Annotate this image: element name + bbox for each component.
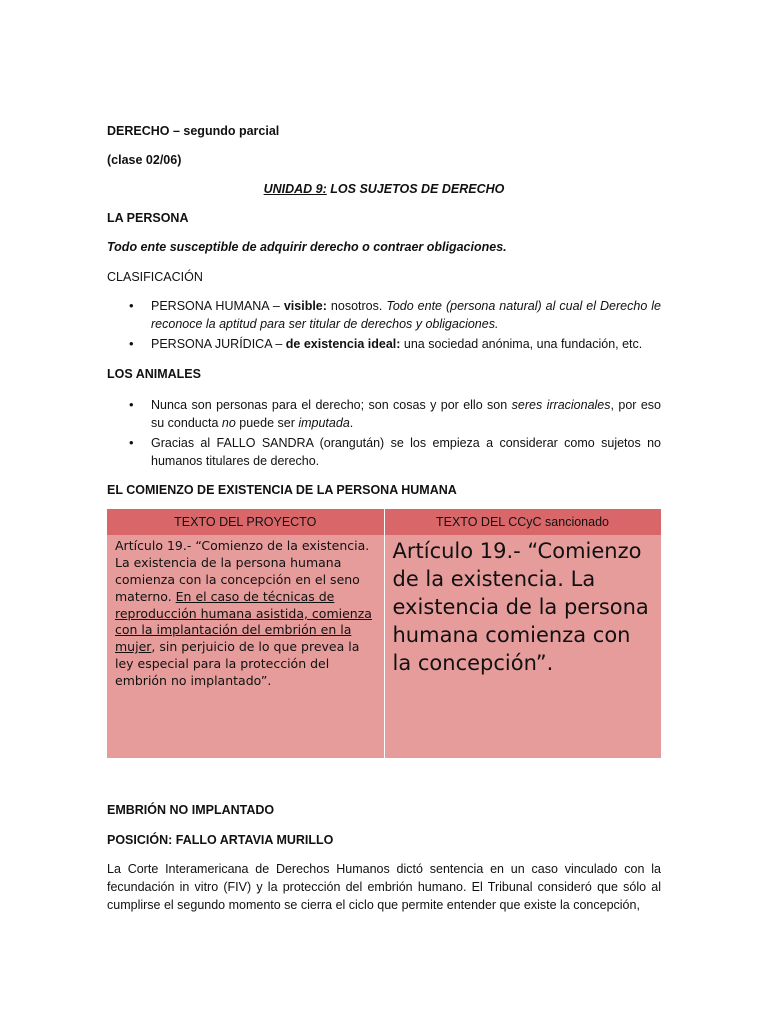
list-item: • PERSONA HUMANA – visible: nosotros. Todo ente (persona natural) al cual el Derecho le reconoce la aptitud para ser titular de derechos y obligaciones. — [107, 297, 661, 333]
unidad-label: UNIDAD 9: — [263, 182, 327, 196]
persona-definition: Todo ente susceptible de adquirir derecho o contraer obligaciones. — [107, 240, 507, 254]
persona-heading: LA PERSONA — [107, 211, 189, 225]
clasificacion-heading: CLASIFICACIÓN — [107, 270, 203, 284]
table-row — [107, 535, 661, 758]
posicion-heading: POSICIÓN: FALLO ARTAVIA MURILLO — [107, 833, 334, 847]
embrion-paragraph: La Corte Interamericana de Derechos Humanos dictó sentencia en un caso vinculado con la fecundación in vitro (FIV) y la protección del embrión humano. El Tribunal consideró que sólo al cumplirse el segundo momento se cierra el ciclo que permite entender que existe la concepción, — [107, 862, 661, 912]
list-item: • PERSONA JURÍDICA – de existencia ideal: una sociedad anónima, una fundación, etc. — [107, 335, 661, 353]
comparison-table — [107, 509, 662, 758]
cell-ccyc: Artículo 19.- “Comienzo de la existencia. La existencia de la persona humana comienza con la concepción”. — [384, 535, 661, 758]
clase-date: (clase 02/06) — [107, 153, 182, 167]
comienzo-heading: EL COMIENZO DE EXISTENCIA DE LA PERSONA HUMANA — [107, 483, 457, 497]
clasificacion-list — [107, 297, 661, 353]
table-header-row — [107, 509, 661, 535]
embrion-heading: EMBRIÓN NO IMPLANTADO — [107, 803, 275, 817]
cell-proyecto: Artículo 19.- “Comienzo de la existencia. La existencia de la persona humana comienza con la concepción en el seno materno. En el caso de técnicas de reproducción humana asistida, comienza con la implantación del embrión en la mujer, sin perjuicio de lo que prevea la ley especial para la protección del embrión no implantado”. — [107, 535, 384, 758]
column-header-proyecto: TEXTO DEL PROYECTO — [107, 509, 384, 535]
unidad-heading — [107, 180, 661, 198]
animales-heading: LOS ANIMALES — [107, 367, 201, 381]
list-item: • Nunca son personas para el derecho; son cosas y por ello son seres irracionales, por eso su conducta no puede ser imputada. — [107, 396, 661, 432]
unidad-title: LOS SUJETOS DE DERECHO — [326, 182, 505, 196]
list-item: • Gracias al FALLO SANDRA (orangután) se los empieza a considerar como sujetos no humanos titulares de derecho. — [107, 434, 661, 470]
document-title: DERECHO – segundo parcial — [107, 124, 280, 138]
column-header-ccyc: TEXTO DEL CCyC sancionado — [384, 509, 661, 535]
animales-list — [107, 396, 661, 471]
